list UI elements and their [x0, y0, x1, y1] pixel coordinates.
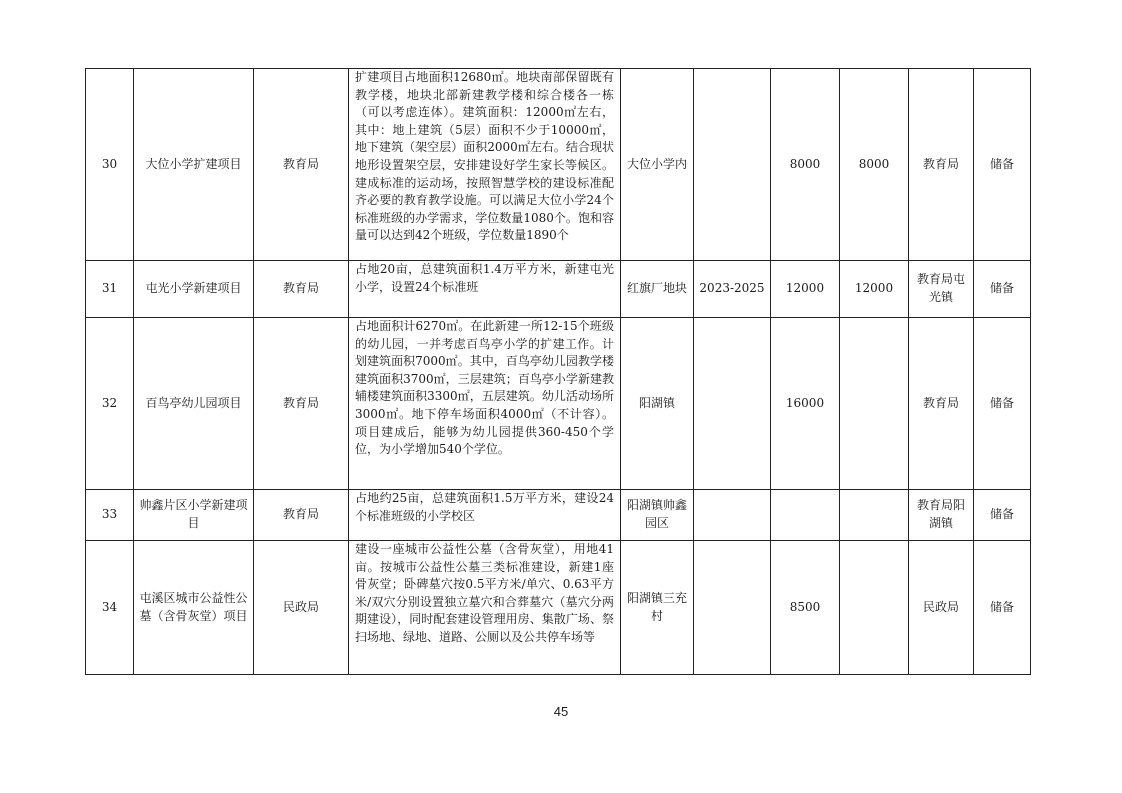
project-content: 扩建项目占地面积12680㎡。地块南部保留既有教学楼，地块北部新建教学楼和综合楼各一栋（可以考虑连体）。建筑面积：12000㎡左右，其中：地上建筑（5层）面积不少于10000㎡，地下建筑（架空层）面积2000㎡左右。结合现状地形设置架空层，安排建设好学生家长等候区。建成标准的运动场，按照智慧学校的建设标准配齐必要的教育教学设施。可以满足大位小学24个标准班级的办学需求，学位数量1080个。饱和容量可以达到42个班级，学位数量1890个 — [349, 69, 621, 261]
page-number: 45 — [553, 704, 569, 719]
construction-period — [694, 490, 771, 541]
responsible-unit: 教育局阳湖镇 — [909, 490, 974, 541]
row-number: 32 — [86, 318, 134, 490]
responsible-unit: 教育局 — [909, 318, 974, 490]
project-name: 百鸟亭幼儿园项目 — [134, 318, 254, 490]
project-name: 屯光小学新建项目 — [134, 261, 254, 318]
total-investment: 12000 — [771, 261, 840, 318]
responsible-unit: 教育局屯光镇 — [909, 261, 974, 318]
row-number: 30 — [86, 69, 134, 261]
project-location: 阳湖镇帅鑫园区 — [621, 490, 694, 541]
row-number: 31 — [86, 261, 134, 318]
construction-period — [694, 69, 771, 261]
planned-investment — [840, 318, 909, 490]
project-name: 大位小学扩建项目 — [134, 69, 254, 261]
planned-investment — [840, 541, 909, 675]
project-location: 大位小学内 — [621, 69, 694, 261]
planned-investment: 12000 — [840, 261, 909, 318]
project-status: 储备 — [974, 69, 1031, 261]
total-investment — [771, 490, 840, 541]
project-name: 屯溪区城市公益性公墓（含骨灰堂）项目 — [134, 541, 254, 675]
total-investment: 16000 — [771, 318, 840, 490]
construction-period — [694, 318, 771, 490]
projects-table — [85, 68, 1031, 675]
project-content: 建设一座城市公益性公墓（含骨灰堂），用地41亩。按城市公益性公墓三类标准建设，新建1座骨灰堂；卧碑墓穴按0.5平方米/单穴、0.63平方米/双穴分别设置独立墓穴和合葬墓穴（墓穴分两期建设），同时配套建设管理用房、集散广场、祭扫场地、绿地、道路、公厕以及公共停车场等 — [349, 541, 621, 675]
project-status: 储备 — [974, 490, 1031, 541]
table-row — [86, 261, 1031, 318]
table-row — [86, 541, 1031, 675]
department: 教育局 — [254, 69, 349, 261]
table-row — [86, 69, 1031, 261]
department: 民政局 — [254, 541, 349, 675]
project-name: 帅鑫片区小学新建项目 — [134, 490, 254, 541]
responsible-unit: 教育局 — [909, 69, 974, 261]
row-number: 34 — [86, 541, 134, 675]
planned-investment: 8000 — [840, 69, 909, 261]
department: 教育局 — [254, 490, 349, 541]
project-status: 储备 — [974, 261, 1031, 318]
construction-period: 2023-2025 — [694, 261, 771, 318]
row-number: 33 — [86, 490, 134, 541]
project-content: 占地约25亩，总建筑面积1.5万平方米，建设24个标准班级的小学校区 — [349, 490, 621, 541]
project-location: 红旗厂地块 — [621, 261, 694, 318]
planned-investment — [840, 490, 909, 541]
department: 教育局 — [254, 318, 349, 490]
total-investment: 8500 — [771, 541, 840, 675]
project-content: 占地面积计6270㎡。在此新建一所12-15个班级的幼儿园，一并考虑百鸟亭小学的扩建工作。计划建筑面积7000㎡。其中，百鸟亭幼儿园教学楼建筑面积3700㎡，三层建筑；百鸟亭小学新建教辅楼建筑面积3300㎡，五层建筑。幼儿活动场所3000㎡。地下停车场面积4000㎡（不计容）。项目建成后，能够为幼儿园提供360-450个学位，为小学增加540个学位。 — [349, 318, 621, 490]
construction-period — [694, 541, 771, 675]
total-investment: 8000 — [771, 69, 840, 261]
responsible-unit: 民政局 — [909, 541, 974, 675]
project-location: 阳湖镇三充村 — [621, 541, 694, 675]
project-location: 阳湖镇 — [621, 318, 694, 490]
department: 教育局 — [254, 261, 349, 318]
project-content: 占地20亩，总建筑面积1.4万平方米，新建屯光小学，设置24个标准班 — [349, 261, 621, 318]
table-row — [86, 490, 1031, 541]
table-row — [86, 318, 1031, 490]
project-status: 储备 — [974, 541, 1031, 675]
project-status: 储备 — [974, 318, 1031, 490]
